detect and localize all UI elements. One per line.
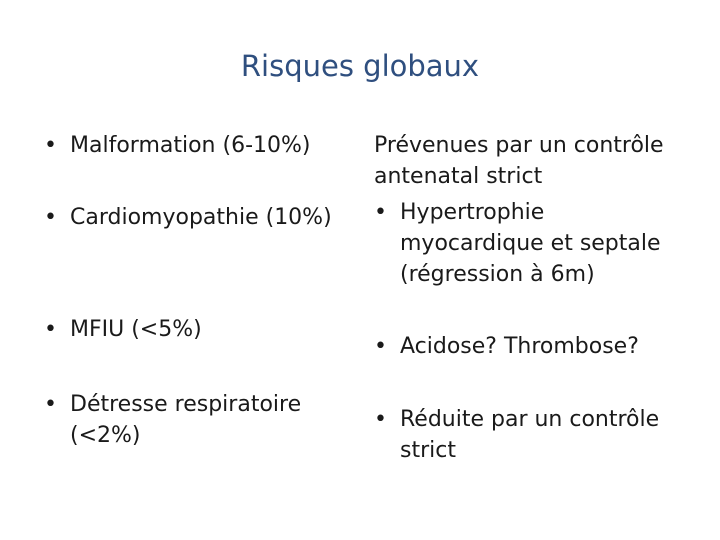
right-heading: Prévenues par un contrôle antenatal strict	[374, 133, 664, 189]
left-bullet-mfiu	[44, 314, 344, 345]
slide-title: Risques globaux	[240, 49, 480, 83]
bullet-text: Réduite par un contrôle strict	[400, 407, 660, 463]
bullet-icon: •	[374, 334, 387, 359]
left-bullet-detresse	[44, 389, 326, 451]
left-bullet-cardiomyopathie	[44, 202, 344, 233]
right-bullet-acidose	[374, 331, 694, 362]
bullet-text: Acidose? Thrombose?	[400, 334, 639, 359]
bullet-text: MFIU (<5%)	[70, 317, 202, 342]
bullet-text: Hypertrophie myocardique et septale (régression à 6m)	[400, 200, 661, 287]
bullet-icon: •	[44, 392, 57, 417]
left-bullet-malformation	[44, 130, 344, 161]
bullet-icon: •	[374, 200, 387, 225]
bullet-text: Cardiomyopathie (10%)	[70, 205, 332, 230]
bullet-icon: •	[44, 133, 57, 158]
bullet-icon: •	[44, 205, 57, 230]
bullet-text: Malformation (6-10%)	[70, 133, 311, 158]
bullet-icon: •	[374, 407, 387, 432]
bullet-text: Détresse respiratoire (<2%)	[70, 392, 302, 448]
right-bullet-reduite	[374, 404, 674, 466]
right-bullet-hypertrophie	[374, 197, 674, 290]
bullet-icon: •	[44, 317, 57, 342]
